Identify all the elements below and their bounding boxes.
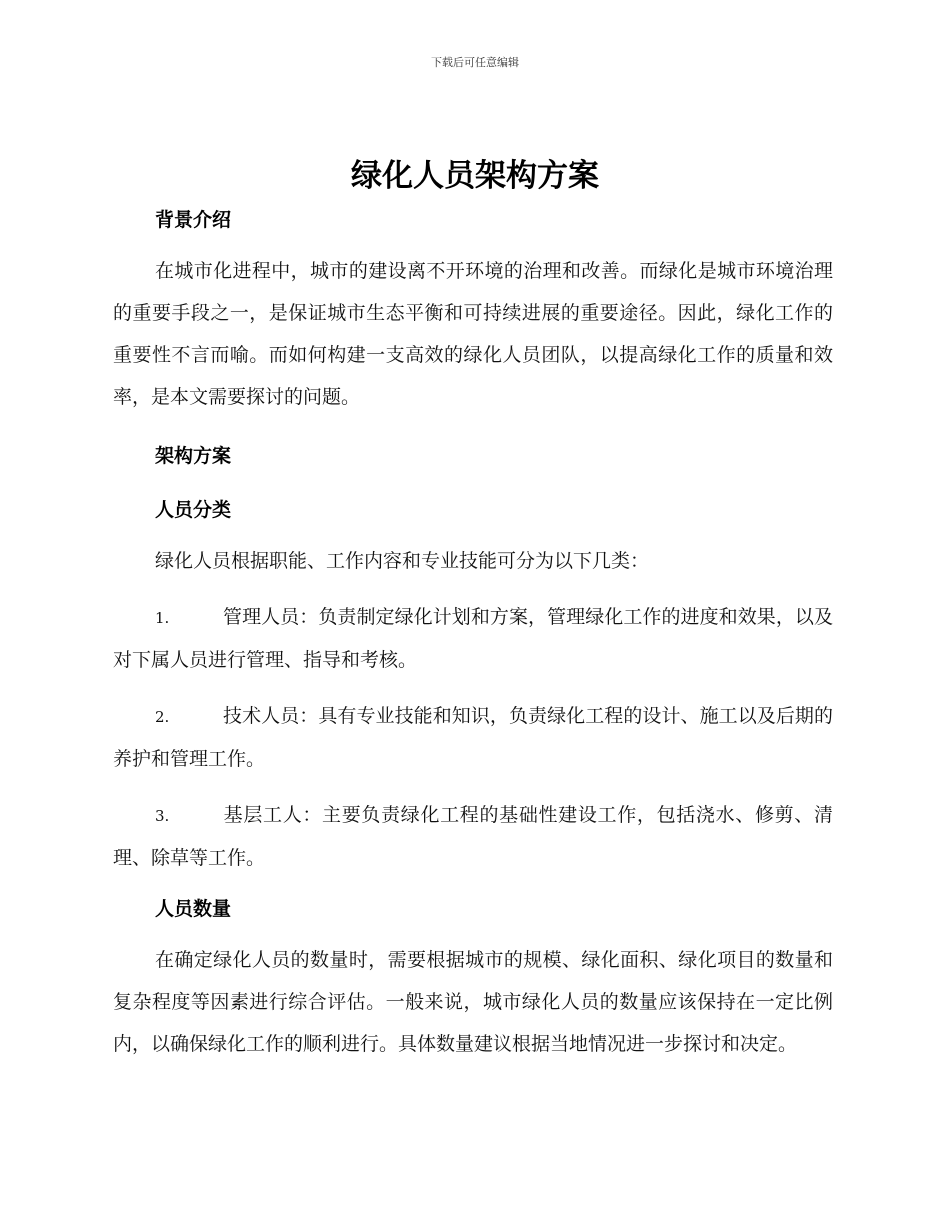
background-paragraph: 在城市化进程中，城市的建设离不开环境的治理和改善。而绿化是城市环境治理的重要手段之一，是保证城市生态平衡和可持续进展的重要途径。因此，绿化工作的重要性不言而喻。而如何构建一支高效的绿化人员团队，以提高绿化工作的质量和效率，是本文需要探讨的问题。 bbox=[113, 260, 833, 408]
list-text: 技术人员：具有专业技能和知识，负责绿化工程的设计、施工以及后期的养护和管理工作。 bbox=[113, 705, 833, 770]
document-title: 绿化人员架构方案 bbox=[351, 158, 599, 194]
list-item bbox=[113, 596, 833, 681]
section-heading-architecture: 架构方案 bbox=[155, 445, 232, 467]
list-number: 3. bbox=[155, 807, 170, 825]
page-header-note: 下载后可任意编辑 bbox=[431, 56, 519, 69]
list-text: 基层工人：主要负责绿化工程的基础性建设工作，包括浇水、修剪、清理、除草等工作。 bbox=[113, 804, 833, 869]
classification-intro: 绿化人员根据职能、工作内容和专业技能可分为以下几类： bbox=[155, 550, 650, 572]
quantity-paragraph: 在确定绿化人员的数量时，需要根据城市的规模、绿化面积、绿化项目的数量和复杂程度等因素进行综合评估。一般来说，城市绿化人员的数量应该保持在一定比例内，以确保绿化工作的顺利进行。具体数量建议根据当地情况进一步探讨和决定。 bbox=[113, 949, 833, 1055]
list-item bbox=[113, 695, 833, 780]
list-number: 1. bbox=[155, 609, 170, 627]
document-body bbox=[113, 204, 833, 1065]
list-item bbox=[113, 794, 833, 879]
section-heading-classification: 人员分类 bbox=[155, 499, 232, 521]
section-heading-quantity: 人员数量 bbox=[155, 898, 232, 920]
section-heading-background: 背景介绍 bbox=[155, 209, 232, 231]
list-number: 2. bbox=[155, 708, 170, 726]
list-text: 管理人员：负责制定绿化计划和方案，管理绿化工作的进度和效果，以及对下属人员进行管理、指导和考核。 bbox=[113, 606, 833, 671]
